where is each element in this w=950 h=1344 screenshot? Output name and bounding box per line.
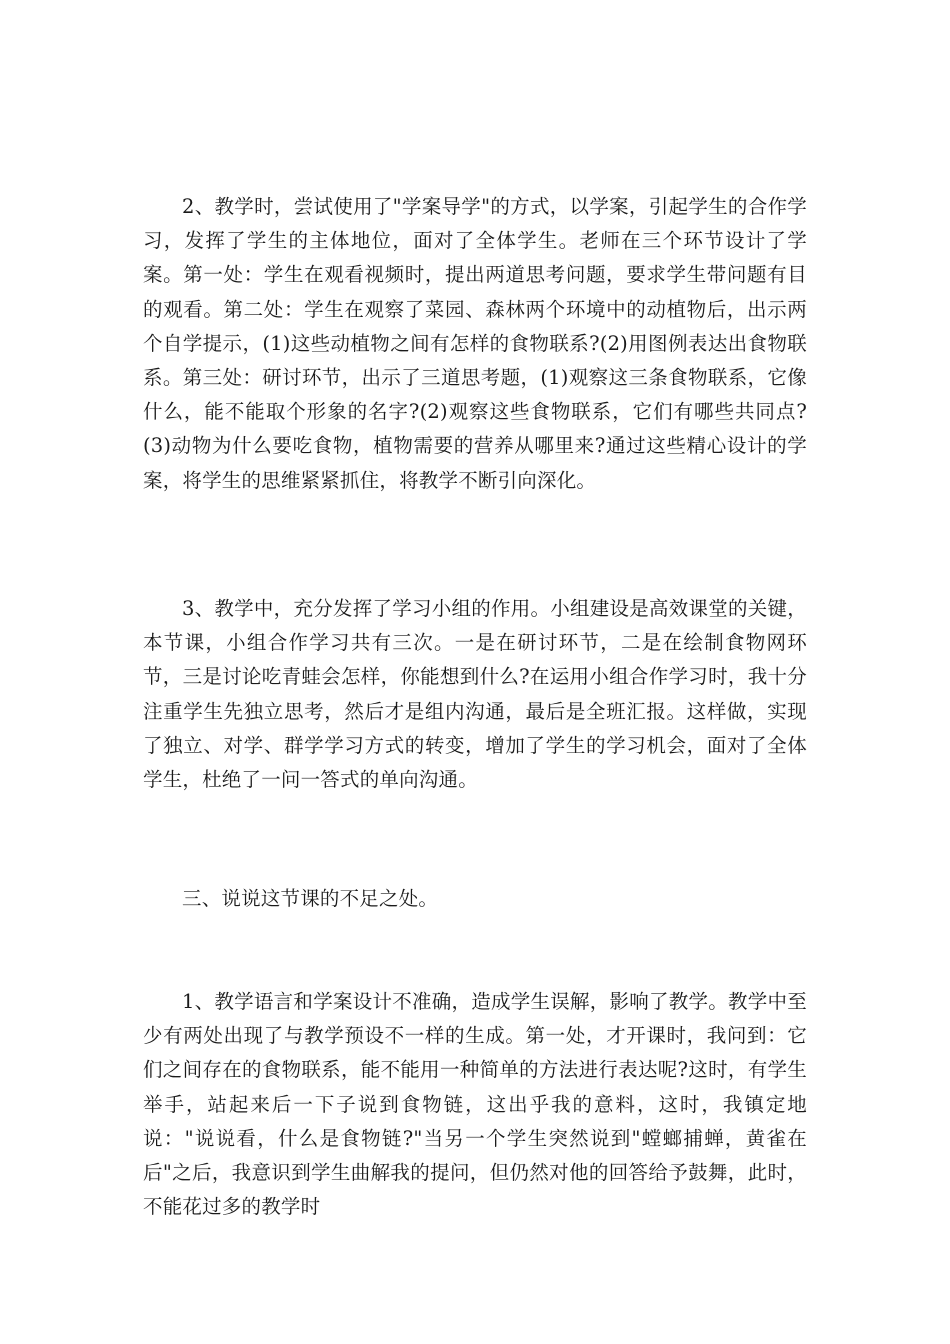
paragraph-teaching-guide: 2、教学时，尝试使用了"学案导学"的方式，以学案，引起学生的合作学习，发挥了学生的主体地位，面对了全体学生。老师在三个环节设计了学案。第一处：学生在观看视频时，提出两道思考问题，要求学生带问题有目的观看。第二处：学生在观察了菜园、森林两个环境中的动植物后，出示两个自学提示，(1)这些动植物之间有怎样的食物联系?(2)用图例表达出食物联系。第三处：研讨环节，出示了三道思考题，(1)观察这三条食物联系，它像什么，能不能取个形象的名字?(2)观察这些食物联系，它们有哪些共同点?(3)动物为什么要吃食物，植物需要的营养从哪里来?通过这些精心设计的学案，将学生的思维紧紧抓住，将教学不断引向深化。: [143, 195, 807, 492]
section-heading-shortcomings: 三、说说这节课的不足之处。: [182, 887, 439, 910]
paragraph-language-issue: 1、教学语言和学案设计不准确，造成学生误解，影响了教学。教学中至少有两处出现了与教学预设不一样的生成。第一处，才开课时，我问到：它们之间存在的食物联系，能不能用一种简单的方法进行表达呢?这时，有学生举手，站起来后一下子说到食物链，这出乎我的意料，这时，我镇定地说："说说看，什么是食物链?"当另一个学生突然说到"螳螂捕蝉，黄雀在后"之后，我意识到学生曲解我的提问，但仍然对他的回答给予鼓舞，此时，不能花过多的教学时: [143, 990, 807, 1219]
paragraph-group-work: 3、教学中，充分发挥了学习小组的作用。小组建设是高效课堂的关键，本节课，小组合作学习共有三次。一是在研讨环节，二是在绘制食物网环节，三是讨论吃青蛙会怎样，你能想到什么?在运用小组合作学习时，我十分注重学生先独立思考，然后才是组内沟通，最后是全班汇报。这样做，实现了独立、对学、群学学习方式的转变，增加了学生的学习机会，面对了全体学生，杜绝了一问一答式的单向沟通。: [143, 597, 807, 792]
